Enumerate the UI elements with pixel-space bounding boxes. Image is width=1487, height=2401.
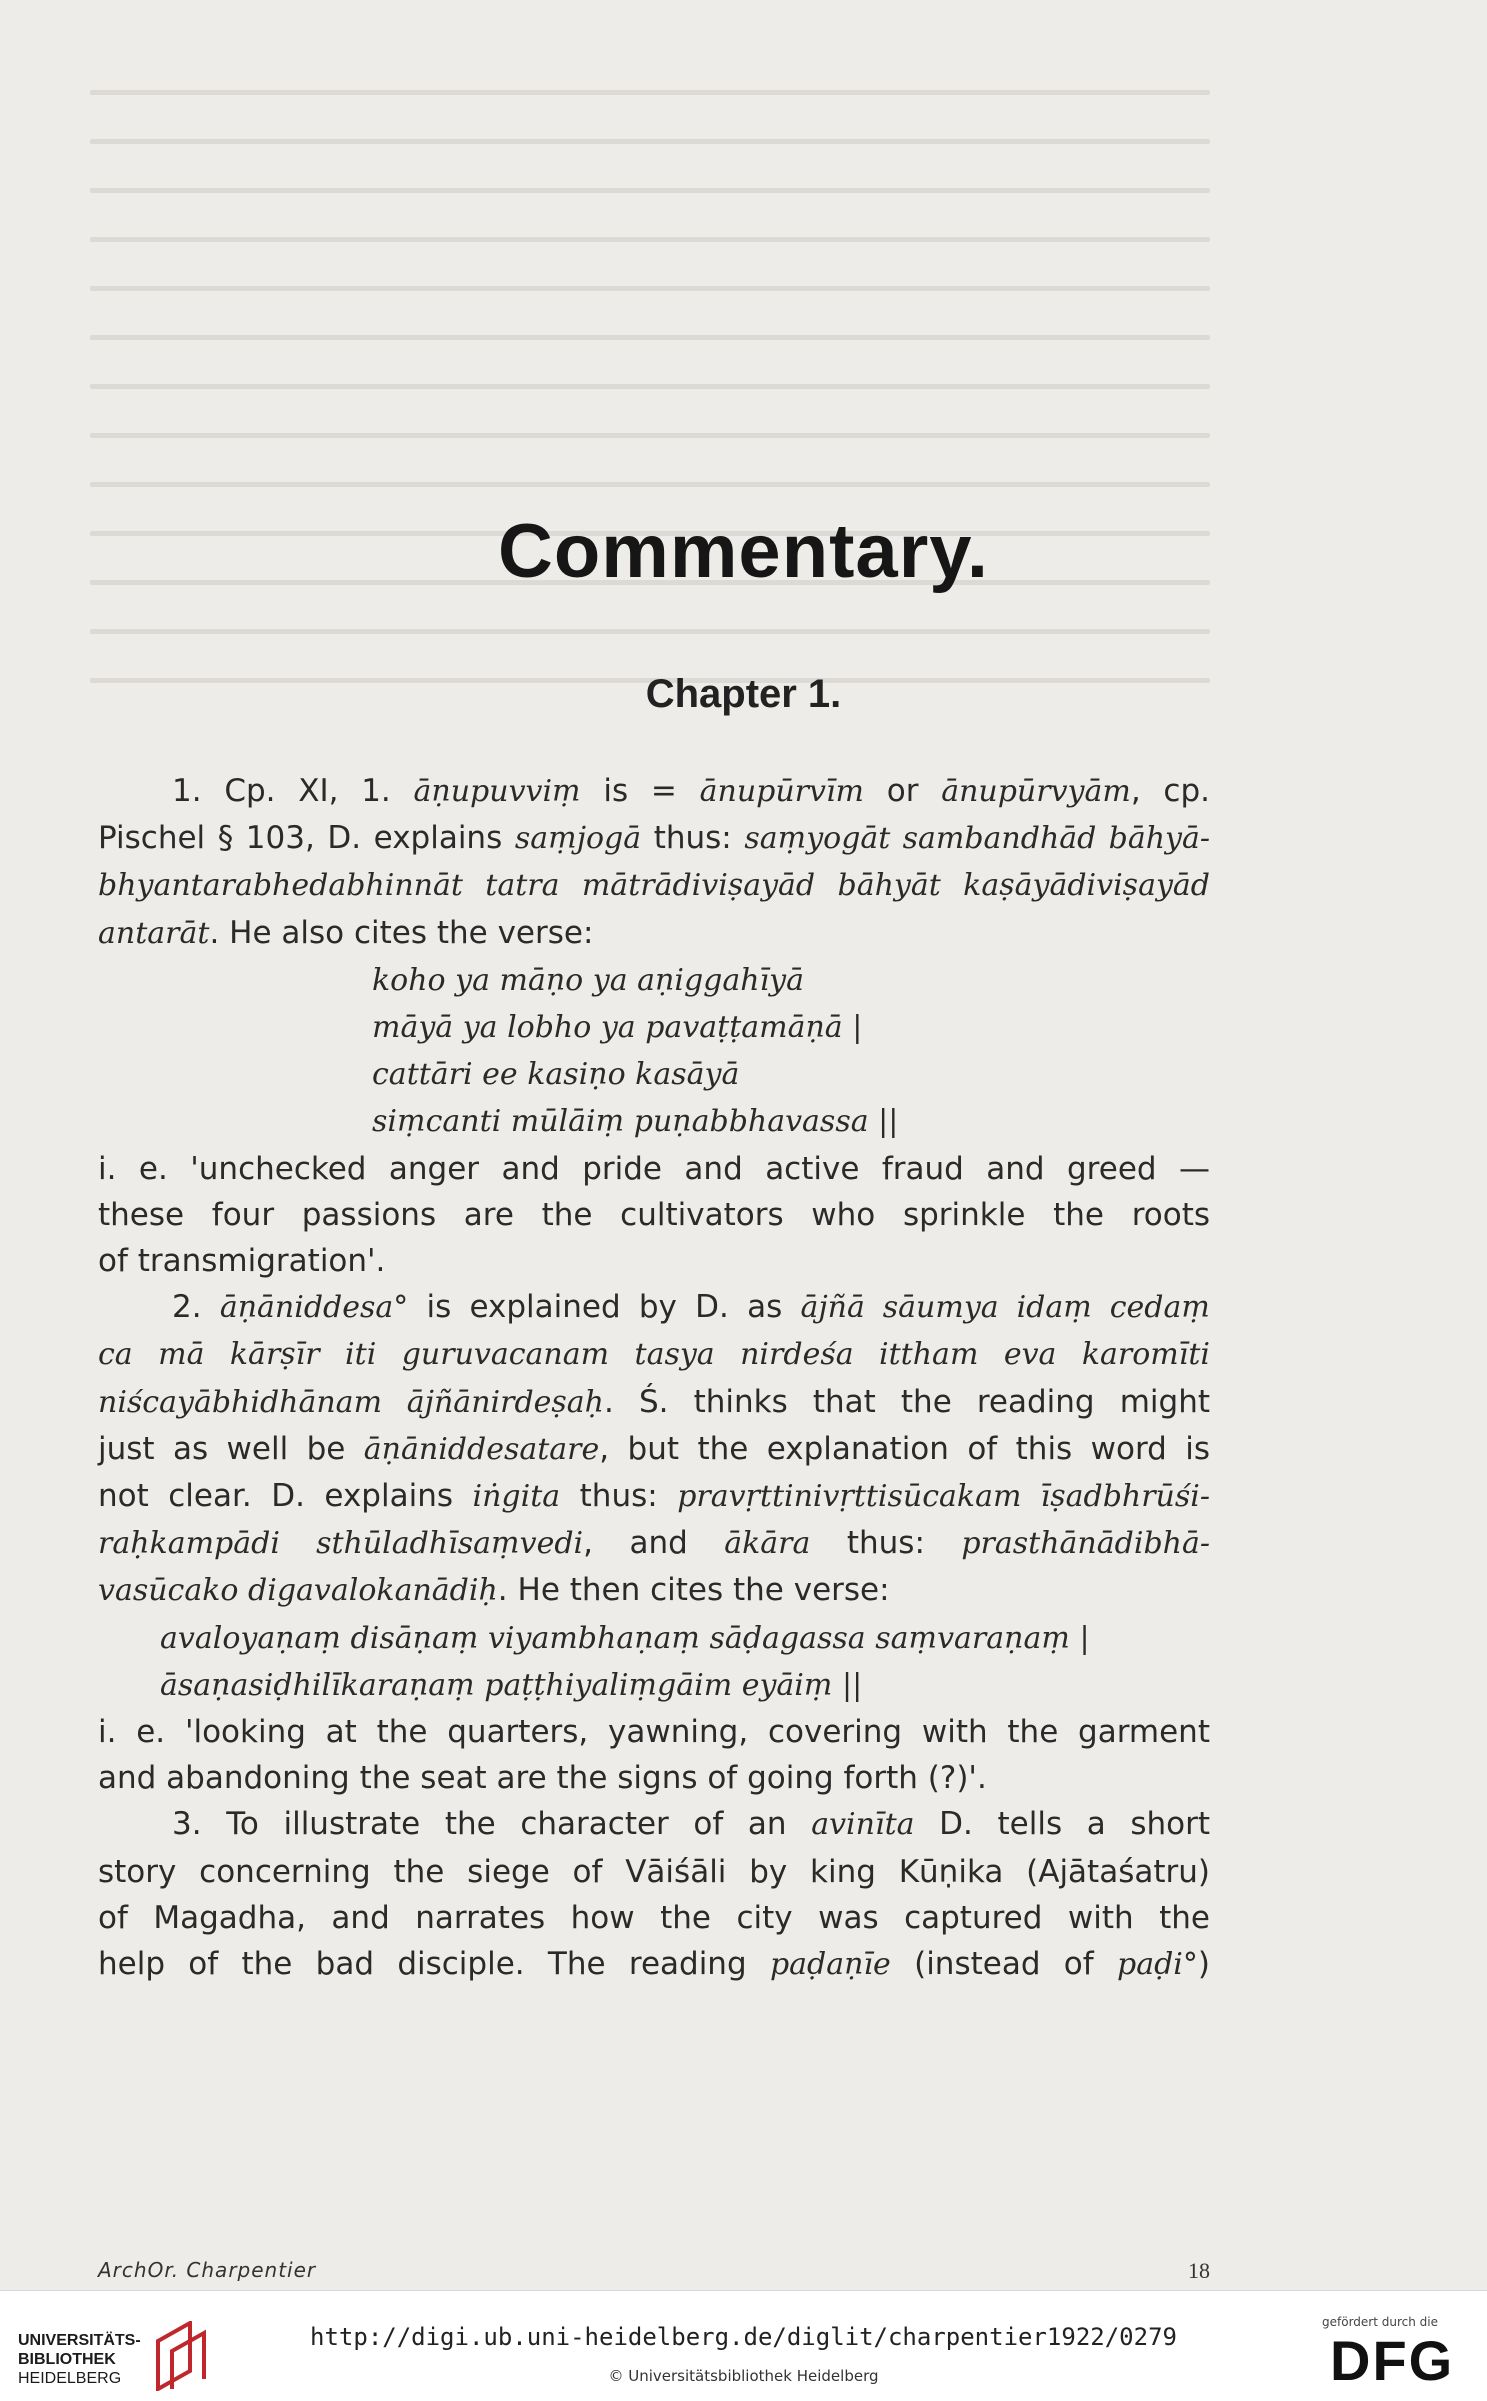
permalink-url[interactable]: http://digi.ub.uni-heidelberg.de/diglit/charpentier1922/0279 <box>310 2323 1177 2351</box>
translation-line: i. e. 'looking at the quarters, yawning, covering with the garment <box>98 1714 1210 1751</box>
funder-caption: gefördert durch die <box>1322 2315 1438 2329</box>
paragraph-1-line: 1. Cp. XI, 1. āṇupuvviṃ is = ānupūrvīm or ānupūrvyām, cp. <box>172 773 1210 809</box>
paragraph-2-line: 2. āṇāniddesa° is explained by D. as ājñā sāumya idaṃ cedaṃ <box>172 1289 1210 1326</box>
copyright-notice: © Universitätsbibliothek Heidelberg <box>608 2367 879 2385</box>
paragraph-3-line: of Magadha, and narrates how the city was captured with the <box>98 1899 1210 1936</box>
verse-line: cattāri ee kasiṇo kasāyā <box>372 1057 740 1093</box>
signature-mark: ArchOr. Charpentier <box>98 2258 317 2282</box>
paragraph-2-line: niścayābhidhānam ājñānirdeṣaḥ. Ś. thinks that the reading might <box>98 1383 1210 1420</box>
paragraph-2-line: vasūcako digavalokanādiḥ. He then cites the verse: <box>98 1572 890 1609</box>
paragraph-1-line: bhyantarabhedabhinnāt tatra mātrādiviṣayād bāhyāt kaṣāyādiviṣayād <box>98 868 1210 904</box>
paragraph-2-line: not clear. D. explains iṅgita thus: pravṛttinivṛttisūcakam īṣadbhrūśi- <box>98 1478 1211 1515</box>
verse-line: āsaṇasiḍhilīkaraṇaṃ paṭṭhiyaliṃgāim eyāiṃ || <box>160 1667 863 1703</box>
paragraph-1-line: Pischel § 103, D. explains saṃjogā thus: saṃyogāt sambandhād bāhyā- <box>98 820 1210 857</box>
translation-line: and abandoning the seat are the signs of going forth (?)'. <box>98 1760 987 1797</box>
paragraph-1-line: antarāt. He also cites the verse: <box>98 914 594 951</box>
commentary-body <box>98 768 1210 1988</box>
library-name: UNIVERSITÄTS- BIBLIOTHEK HEIDELBERG <box>18 2332 141 2387</box>
paragraph-3-line: help of the bad disciple. The reading paḍaṇīe (instead of paḍi°) <box>98 1946 1210 1983</box>
paragraph-2-line: ca mā kārṣīr iti guruvacanam tasya nirdeśa ittham eva karomīti <box>98 1337 1210 1373</box>
verse-line: koho ya māṇo ya aṇiggahīyā <box>372 962 804 998</box>
translation-line: these four passions are the cultivators who sprinkle the roots <box>98 1196 1210 1233</box>
paragraph-2-line: raḥkampādi sthūladhīsaṃvedi, and ākāra thus: prasthānādibhā- <box>98 1525 1210 1562</box>
page-title: Commentary. <box>497 509 990 594</box>
translation-line: i. e. 'unchecked anger and pride and active fraud and greed — <box>98 1150 1210 1187</box>
verse-line: siṃcanti mūlāiṃ puṇabbhavassa || <box>372 1104 899 1140</box>
viewer-footer <box>0 2290 1487 2401</box>
dfg-logo: DFG <box>1330 2329 1455 2392</box>
verse-line: avaloyaṇaṃ disāṇaṃ viyambhaṇaṃ sāḍagassa saṃvaraṇaṃ | <box>160 1620 1090 1656</box>
running-footer <box>98 2258 1210 2282</box>
paragraph-2-line: just as well be āṇāniddesatare, but the explanation of this word is <box>98 1430 1210 1467</box>
bleed-through-decoration <box>90 90 1210 730</box>
paragraph-3-line: story concerning the siege of Vāiśāli by king Kūṇika (Ajātaśatru) <box>98 1853 1210 1890</box>
chapter-heading: Chapter 1. <box>645 672 842 716</box>
translation-line: of transmigration'. <box>98 1243 386 1280</box>
page-number: 18 <box>1188 2258 1210 2283</box>
paragraph-3-line: 3. To illustrate the character of an avinīta D. tells a short <box>172 1806 1211 1843</box>
verse-line: māyā ya lobho ya pavaṭṭamāṇā | <box>372 1010 863 1046</box>
